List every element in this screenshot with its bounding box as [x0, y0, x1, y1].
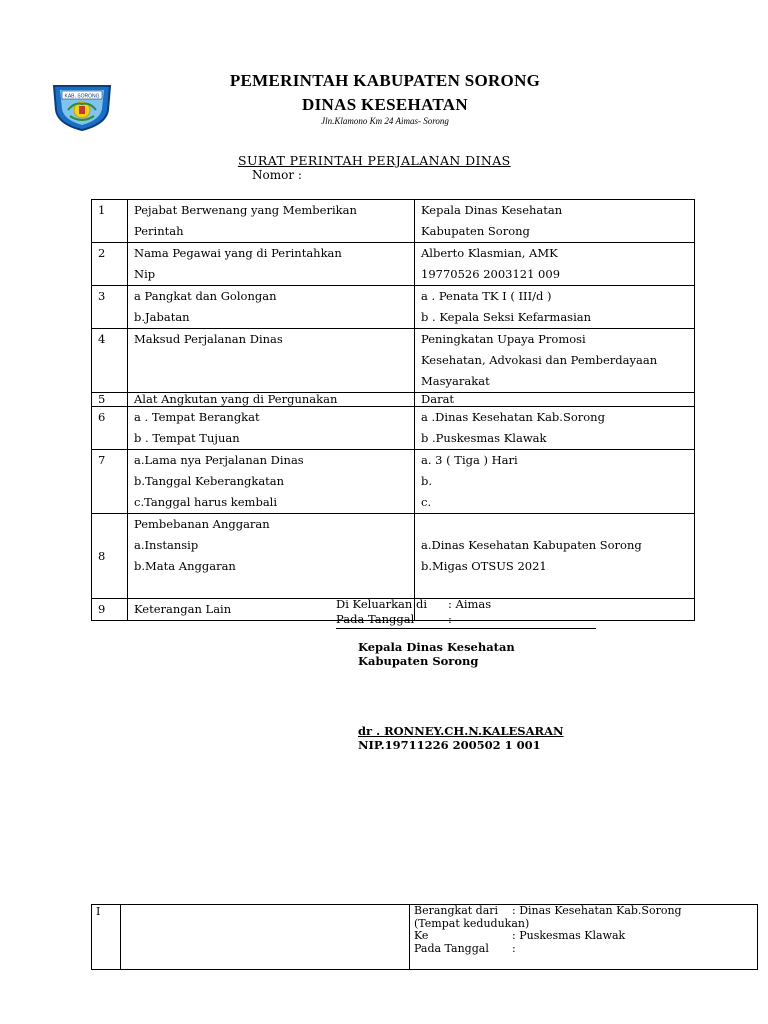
row-number: 5: [92, 393, 128, 407]
letter-title: SURAT PERINTAH PERJALANAN DINAS: [238, 153, 511, 168]
agency-address: Jln.Klamono Km 24 Aimas- Sorong: [321, 116, 449, 126]
departure-value: : Dinas Kesehatan Kab.Sorong: [512, 904, 682, 917]
home-base-note: (Tempat kedudukan): [414, 916, 530, 930]
row-value: a .Dinas Kesehatan Kab.Sorong b .Puskesmas Klawak: [415, 407, 695, 450]
table-row: [92, 514, 695, 599]
table-row: [92, 329, 695, 393]
destination-value: : Puskesmas Klawak: [512, 929, 626, 942]
regency-emblem-logo: [50, 80, 114, 132]
issued-date-value: :: [448, 612, 452, 626]
table-row: [92, 243, 695, 286]
row-label: Alat Angkutan yang di Pergunakan: [128, 393, 415, 407]
table-row: [92, 407, 695, 450]
destination-label: Ke: [414, 929, 429, 942]
departure-table: [91, 904, 758, 970]
row-number: 4: [92, 329, 128, 393]
travel-order-table: [91, 199, 695, 621]
row-label: Pembebanan Anggaran a.Instansip b.Mata Anggaran: [128, 514, 415, 599]
row-number: 7: [92, 450, 128, 514]
row-number: 1: [92, 200, 128, 243]
row-label: Keterangan Lain: [128, 599, 415, 621]
table-row: [92, 905, 758, 970]
row-label: a.Lama nya Perjalanan Dinas b.Tanggal Keberangkatan c.Tanggal harus kembali: [128, 450, 415, 514]
row-value: Alberto Klasmian, AMK 19770526 2003121 009: [415, 243, 695, 286]
issued-place-label: Di Keluarkan di: [336, 597, 428, 611]
table-row: [92, 200, 695, 243]
issued-date-label: Pada Tanggal: [336, 612, 415, 626]
row-value: a . Penata TK I ( III/d ) b . Kepala Seksi Kefarmasian: [415, 286, 695, 329]
signer-position-line2: Kabupaten Sorong: [358, 654, 479, 668]
row-label: a . Tempat Berangkat b . Tempat Tujuan: [128, 407, 415, 450]
row-label: Maksud Perjalanan Dinas: [128, 329, 415, 393]
signer-name: dr . RONNEY.CH.N.KALESARAN: [358, 724, 564, 738]
government-heading: PEMERINTAH KABUPATEN SORONG: [229, 71, 541, 90]
letter-number: Nomor :: [252, 168, 302, 182]
signer-nip: NIP.19711226 200502 1 001: [358, 738, 541, 752]
row-label: Pejabat Berwenang yang Memberikan Perintah: [128, 200, 415, 243]
date-label: Pada Tanggal: [414, 941, 489, 955]
table-row: [92, 393, 695, 407]
row-value: a. 3 ( Tiga ) Hari b. c.: [415, 450, 695, 514]
row-value: Peningkatan Upaya Promosi Kesehatan, Advokasi dan Pemberdayaan Masyarakat: [415, 329, 695, 393]
agency-heading: DINAS KESEHATAN: [302, 95, 468, 114]
blank-cell: [121, 905, 410, 970]
row-number: 2: [92, 243, 128, 286]
row-number: 8: [92, 514, 128, 599]
row-number: 9: [92, 599, 128, 621]
row-value: Darat: [415, 393, 695, 407]
row-label: a Pangkat dan Golongan b.Jabatan: [128, 286, 415, 329]
issued-place-value: : Aimas: [448, 597, 492, 611]
departure-details: [410, 905, 758, 970]
logo-text: KAB. SORONG: [64, 93, 100, 100]
row-number: 3: [92, 286, 128, 329]
signer-position-line1: Kepala Dinas Kesehatan: [358, 640, 515, 654]
row-number: I: [92, 905, 121, 970]
departure-label: Berangkat dari: [414, 904, 499, 917]
date-value: :: [512, 941, 516, 955]
table-row: [92, 450, 695, 514]
row-label: Nama Pegawai yang di Perintahkan Nip: [128, 243, 415, 286]
issued-underline: [336, 628, 596, 629]
row-value: a.Dinas Kesehatan Kabupaten Sorong b.Migas OTSUS 2021: [415, 514, 695, 599]
table-row: [92, 286, 695, 329]
row-value: Kepala Dinas Kesehatan Kabupaten Sorong: [415, 200, 695, 243]
row-number: 6: [92, 407, 128, 450]
